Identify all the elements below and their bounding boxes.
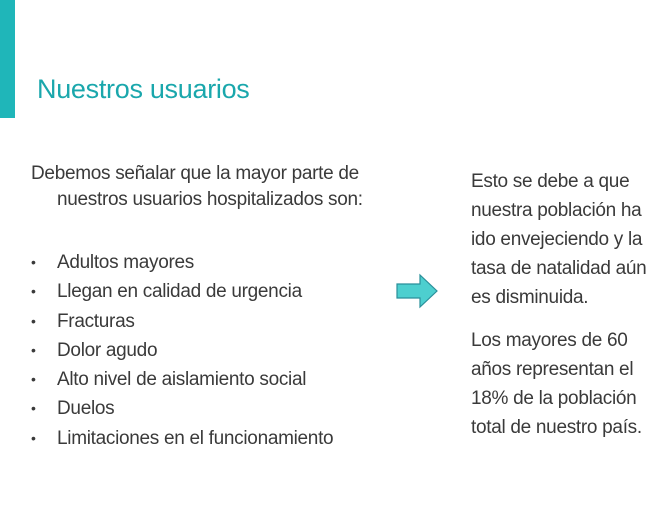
text-line: es disminuida. (471, 287, 589, 308)
list-item (31, 336, 333, 365)
list-item-label: Dolor agudo (57, 339, 158, 361)
list-item-label: Duelos (57, 398, 115, 420)
list-item-label: Alto nivel de aislamiento social (57, 369, 307, 391)
bullet-icon: • (31, 254, 36, 270)
list-item (31, 424, 333, 453)
bullet-icon: • (31, 341, 36, 358)
list-item-label: Adultos mayores (57, 252, 195, 273)
right-arrow-icon (396, 273, 438, 309)
list-item (31, 394, 333, 423)
intro-line-1: Debemos señalar que la mayor parte de (31, 163, 359, 184)
text-line: 18% de la población (471, 388, 637, 409)
intro-text (31, 161, 376, 213)
list-item (31, 365, 333, 394)
slide-title: Nuestros usuarios (37, 74, 250, 104)
right-text (471, 167, 651, 442)
list-item (31, 277, 333, 306)
text-line: tasa de natalidad aún (471, 258, 647, 279)
statistic-paragraph (471, 326, 651, 442)
text-line: Los mayores de 60 (471, 330, 628, 351)
list-item-label: Limitaciones en el funcionamiento (57, 427, 334, 449)
bullet-list (31, 248, 333, 453)
text-line: años representan el (471, 359, 634, 380)
intro-line-2: nuestros usuarios hospitalizados son: (57, 189, 363, 210)
bullet-icon: • (31, 400, 36, 417)
bullet-icon: • (31, 429, 36, 446)
list-item (31, 248, 333, 277)
text-line: total de nuestro país. (471, 417, 642, 438)
accent-bar (0, 0, 15, 118)
bullet-icon: • (31, 371, 36, 388)
explanation-paragraph (471, 167, 651, 312)
list-item-label: Fracturas (57, 310, 135, 332)
list-item (31, 307, 333, 336)
text-line: Esto se debe a que (471, 171, 630, 192)
text-line: nuestra población ha (471, 200, 642, 221)
list-item-label: Llegan en calidad de urgencia (57, 281, 302, 303)
text-line: ido envejeciendo y la (471, 229, 643, 250)
bullet-icon: • (31, 312, 36, 329)
arrow-shape (397, 275, 437, 307)
bullet-icon: • (31, 283, 36, 300)
